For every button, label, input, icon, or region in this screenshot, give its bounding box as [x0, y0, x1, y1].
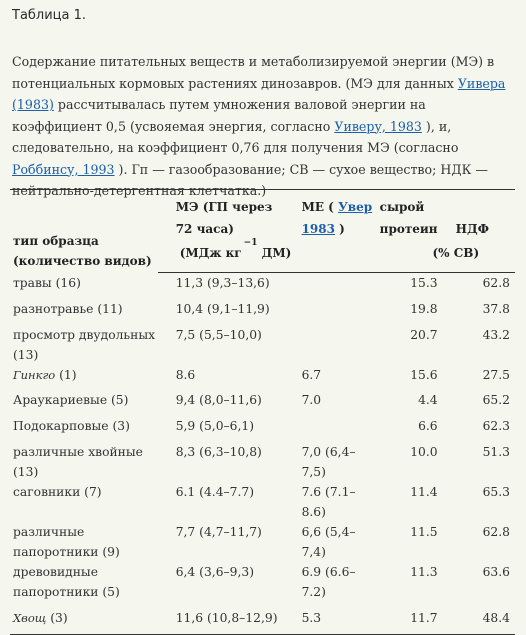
cell-me2: 6.7: [301, 367, 322, 382]
cell-ndf: 48.4: [438, 608, 515, 634]
table-row: [10, 390, 515, 416]
cell-me2: [292, 299, 377, 325]
cell-sample: [10, 365, 158, 391]
table-title: Таблица 1.: [12, 8, 87, 23]
empty-header-cell: [292, 240, 377, 273]
cell-ndf: 37.8: [482, 301, 510, 316]
sample-name-italic: Хвощ: [13, 610, 47, 625]
data-table: [10, 189, 515, 635]
table-row: [10, 416, 515, 442]
cell-ndf: 65.2: [482, 393, 510, 408]
cell-sample: Араукариевые (5): [13, 393, 129, 408]
caption-text-2: рассчитывалась путем умножения валовой энергии на коэффициент 0,5 (усвояемая энергия, согласно: [12, 97, 426, 134]
cell-ndf: 43.2: [482, 327, 510, 342]
table-body: [10, 273, 515, 635]
cell-sample: травы (16): [13, 275, 81, 290]
cell-protein: 11.7: [377, 608, 438, 634]
cell-protein: 6.6: [418, 419, 438, 434]
table-row: [10, 522, 515, 562]
col-header-ndf: НДФ: [438, 190, 515, 241]
table-row: [10, 482, 515, 522]
cell-me: 7,5 (5,5–10,0): [175, 327, 262, 342]
cell-me: 9,4 (8,0–11,6): [175, 393, 262, 408]
cell-sample: Подокарповые (3): [13, 419, 130, 434]
header-row-1: [10, 190, 515, 241]
cell-me2: 5.3: [292, 608, 377, 634]
caption-text-4: ). Гп — газообразование; СВ — сухое вещество; НДК — нейтрально-детергентная клетчатка.): [12, 161, 488, 198]
table-row: [10, 608, 515, 634]
sample-count: (1): [55, 367, 77, 382]
ref-link-weaver-1983[interactable]: Уивера (1983): [12, 75, 506, 112]
cell-ndf: 27.5: [482, 367, 510, 382]
cell-protein: 19.8: [410, 301, 438, 316]
me-unit-a: (МДж кг: [179, 246, 242, 260]
ref-link-robbins-1993[interactable]: Роббинсу, 1993: [12, 161, 115, 177]
cell-sample: саговники (7): [13, 484, 102, 499]
col-header-me: МЭ (ГП через 72 часа): [158, 190, 292, 241]
col-header-unit-cv: (% СВ): [377, 240, 515, 273]
table-row: [10, 442, 515, 482]
cell-protein: 10.0: [410, 444, 438, 459]
cell-me2: 7,0 (6,4–7,5): [301, 444, 356, 479]
table-row: [10, 273, 515, 299]
cell-ndf: 62.8: [482, 276, 510, 290]
ref-link-weaver-header[interactable]: Увер 1983: [301, 200, 373, 236]
cell-ndf: 63.6: [482, 564, 510, 579]
cell-ndf: 51.3: [482, 444, 510, 459]
table-row: [10, 325, 515, 365]
cell-protein: 20.7: [410, 327, 438, 342]
cell-me: 10,4 (9,1–11,9): [175, 301, 270, 316]
cell-me: 6.1 (4.4–7.7): [175, 484, 255, 499]
cell-protein: 11.3: [410, 564, 438, 579]
cell-me: 7,7 (4,7–11,7): [175, 524, 262, 539]
me-unit-sup: −1: [243, 238, 258, 248]
col-header-protein: сырой протеин: [377, 190, 438, 241]
sample-count: (3): [46, 610, 68, 625]
sample-name-italic: Гинкго: [13, 367, 56, 382]
ref-link-weaver-1983-b[interactable]: Уиверу, 1983: [334, 118, 422, 134]
col-header-sample: тип образца (количество видов): [10, 190, 158, 273]
table-row: [10, 365, 515, 391]
cell-protein: 11.4: [410, 484, 438, 499]
cell-protein: 15.3: [410, 276, 438, 290]
data-table-container: [10, 189, 515, 635]
col-header-me2: [292, 190, 377, 241]
col-header-me2-a: ME (: [301, 200, 334, 214]
cell-ndf: 62.3: [482, 419, 510, 434]
caption-text-1: Содержание питательных веществ и метаболизируемой энергии (МЭ) в потенциальных кормовых растениях динозавров. (МЭ для данных: [12, 54, 495, 91]
cell-me: 8,3 (6,3–10,8): [175, 444, 262, 459]
cell-sample: различные папоротники (9): [13, 524, 120, 559]
col-header-me2-b: ): [339, 222, 345, 236]
cell-me: 11,3 (9,3–13,6): [175, 276, 270, 290]
cell-me2: [292, 416, 377, 442]
cell-me2: 6.9 (6.6–7.2): [301, 564, 356, 599]
cell-me: 6,4 (3,6–9,3): [175, 564, 255, 579]
cell-me2: 6,6 (5,4–7,4): [301, 524, 356, 559]
cell-protein: 4.4: [418, 393, 438, 408]
table-row: [10, 562, 515, 608]
cell-sample: разнотравье (11): [13, 301, 123, 316]
caption-text-3: ), и, следовательно, на коэффициент 0,76 для получения МЭ (согласно: [12, 118, 459, 155]
cell-me2: [292, 325, 377, 365]
cell-sample: древовидные папоротники (5): [13, 564, 120, 599]
cell-sample: [10, 608, 158, 634]
me-unit-b: ДМ): [261, 246, 292, 260]
cell-ndf: 65.3: [482, 484, 510, 499]
table-caption: [12, 51, 517, 202]
cell-me2: [292, 273, 377, 299]
cell-protein: 15.6: [410, 367, 438, 382]
cell-sample: просмотр двудольных (13): [13, 327, 156, 362]
table-row: [10, 299, 515, 325]
cell-sample: различные хвойные (13): [13, 444, 143, 479]
cell-me: 8.6: [175, 367, 196, 382]
cell-ndf: 62.8: [482, 524, 510, 539]
cell-me2: 7.0: [301, 393, 322, 408]
col-header-me-unit: [158, 240, 292, 273]
cell-protein: 11.5: [410, 524, 438, 539]
cell-me: 5,9 (5,0–6,1): [175, 419, 255, 434]
cell-me2: 7.6 (7.1–8.6): [301, 484, 356, 519]
cell-me: 11,6 (10,8–12,9): [158, 608, 292, 634]
